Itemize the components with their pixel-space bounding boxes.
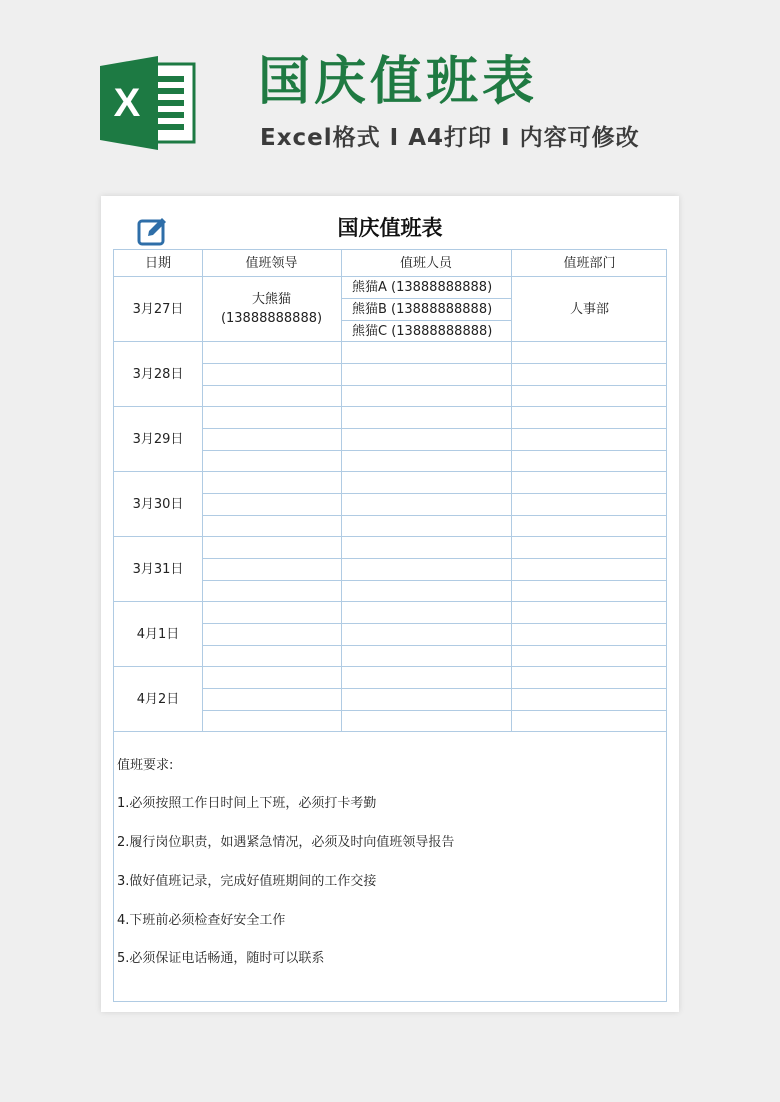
requirement-item: 5.必须保证电话畅通，随时可以联系 bbox=[117, 951, 325, 966]
header-date: 日期 bbox=[144, 255, 171, 271]
staff-cell: 熊猫B (13888888888) bbox=[352, 302, 493, 317]
date-cell: 3月27日 bbox=[132, 301, 184, 317]
header-department: 值班部门 bbox=[563, 255, 616, 271]
header-leader: 值班领导 bbox=[245, 255, 298, 271]
department-cell: 人事部 bbox=[569, 301, 609, 317]
header-staff: 值班人员 bbox=[399, 255, 452, 271]
date-cell: 3月28日 bbox=[132, 366, 184, 382]
excel-icon bbox=[100, 56, 196, 150]
banner-subtitle: Excel格式 I A4打印 I 内容可修改 bbox=[260, 125, 640, 151]
date-cell: 3月29日 bbox=[132, 431, 184, 447]
requirement-item: 3.做好值班记录，完成好值班期间的工作交接 bbox=[117, 874, 377, 889]
staff-cell: 熊猫A (13888888888) bbox=[352, 280, 493, 295]
svg-text:X: X bbox=[113, 81, 141, 125]
requirement-item: 2.履行岗位职责，如遇紧急情况，必须及时向值班领导报告 bbox=[117, 835, 455, 850]
leader-phone: (13888888888) bbox=[220, 311, 323, 326]
staff-cell: 熊猫C (13888888888) bbox=[352, 323, 493, 339]
banner-title: 国庆值班表 bbox=[258, 52, 539, 112]
date-cell: 3月30日 bbox=[132, 496, 184, 512]
document-page bbox=[101, 196, 679, 1012]
requirements-title: 值班要求: bbox=[117, 758, 174, 773]
leader-cell bbox=[202, 277, 341, 341]
date-cell: 3月31日 bbox=[132, 561, 184, 577]
duty-table bbox=[113, 249, 667, 732]
requirement-item: 4.下班前必须检查好安全工作 bbox=[117, 913, 286, 928]
requirement-item: 1.必须按照工作日时间上下班，必须打卡考勤 bbox=[117, 796, 377, 811]
date-cell: 4月2日 bbox=[136, 691, 180, 707]
leader-name: 大熊猫 bbox=[251, 292, 291, 307]
date-cell: 4月1日 bbox=[136, 626, 180, 642]
document-title: 国庆值班表 bbox=[337, 216, 443, 240]
duty-requirements bbox=[113, 731, 667, 1002]
